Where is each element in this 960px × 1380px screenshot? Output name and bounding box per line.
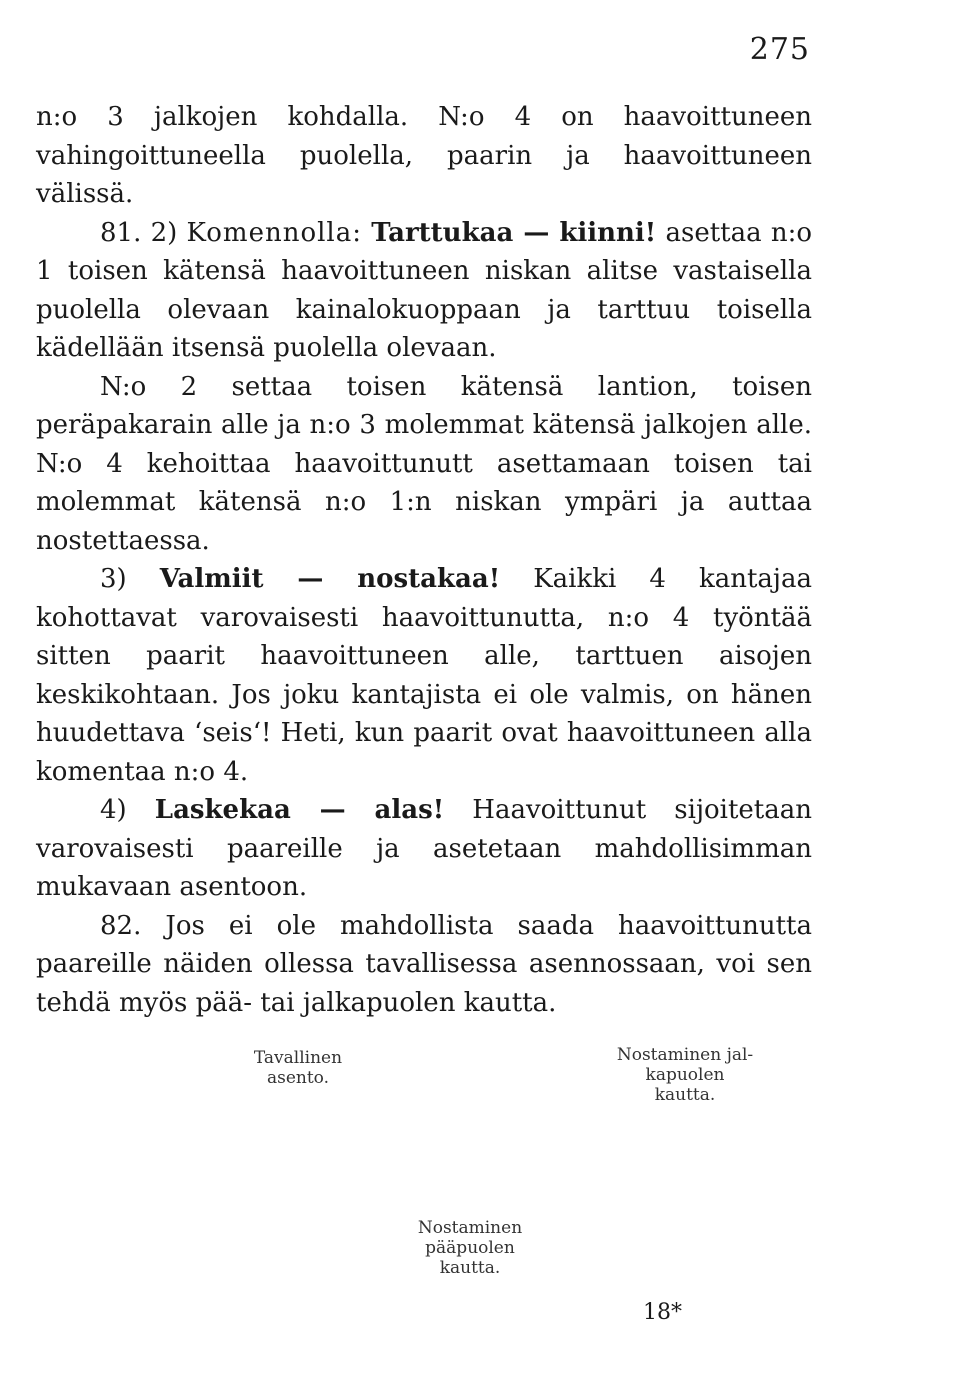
caption-line: pääpuolen <box>425 1238 515 1258</box>
caption-line: Tavallinen <box>253 1048 343 1068</box>
paragraph-4 <box>36 560 812 791</box>
command-text: Valmiit — nostakaa! <box>159 564 501 594</box>
paragraph-text: asettaa n:o 1 toisen kätensä haavoittuneen niskan alitse vastaisella puolella olevaan kainalokuoppaan ja tarttuu toisella kädellään itsensä puolella olevaan. <box>36 217 812 363</box>
command-text: Laskekaa — alas! <box>154 795 445 825</box>
paragraph-2 <box>36 214 812 368</box>
step-number: 3) <box>100 564 127 594</box>
paragraph-3: N:o 2 settaa toisen kätensä lantion, toisen peräpakarain alle ja n:o 3 molemmat kätensä jalkojen alle. N:o 4 kehoittaa haavoittunutt asettamaan toisen tai molemmat kätensä n:o 1:n niskan ympäri ja auttaa nostettaessa. <box>36 371 812 556</box>
paragraph-1: n:o 3 jalkojen kohdalla. N:o 4 on haavoittuneen vahingoittuneella puolella, paarin ja haavoittuneen välissä. <box>36 102 812 209</box>
caption-normal-position <box>228 1048 368 1088</box>
command-label: Komennolla: <box>186 217 362 248</box>
caption-line: asento. <box>266 1068 330 1088</box>
caption-line: kautta. <box>439 1258 501 1278</box>
caption-line: kapuolen <box>645 1065 725 1085</box>
body-text <box>36 98 812 1022</box>
paragraph-text: Haavoittunut sijoitetaan varovaisesti paareille ja asetetaan mahdollisimman mukavaan asentoon. <box>36 795 812 902</box>
paragraph-text: Kaikki 4 kantajaa kohottavat varovaisesti haavoittunutta, n:o 4 työntää sitten paarit haavoittuneen alle, tarttuen aisojen keskikohtaan. Jos joku kantajista ei ole valmis, on hänen huudettava ‘seis‘! Heti, kun paarit ovat haavoittuneen alla komentaa n:o 4. <box>36 564 812 787</box>
paragraph-6: 82. Jos ei ole mahdollista saada haavoittunutta paareille näiden ollessa tavallisessa asennossaan, voi sen tehdä myös pää- tai jalkapuolen kautta. <box>36 910 812 1018</box>
caption-line: kautta. <box>654 1085 716 1105</box>
caption-lifting-foot-end <box>590 1045 780 1105</box>
command-text: Tarttukaa — kiinni! <box>371 217 657 248</box>
section-number: 81. 2) <box>100 217 178 248</box>
caption-lifting-head-end <box>395 1218 545 1278</box>
printer-signature: 18* <box>643 1300 682 1325</box>
caption-line: Nostaminen jal- <box>616 1045 754 1065</box>
page-number: 275 <box>749 32 810 67</box>
caption-line: Nostaminen <box>417 1218 523 1238</box>
step-number: 4) <box>100 795 127 825</box>
paragraph-5 <box>36 791 812 907</box>
